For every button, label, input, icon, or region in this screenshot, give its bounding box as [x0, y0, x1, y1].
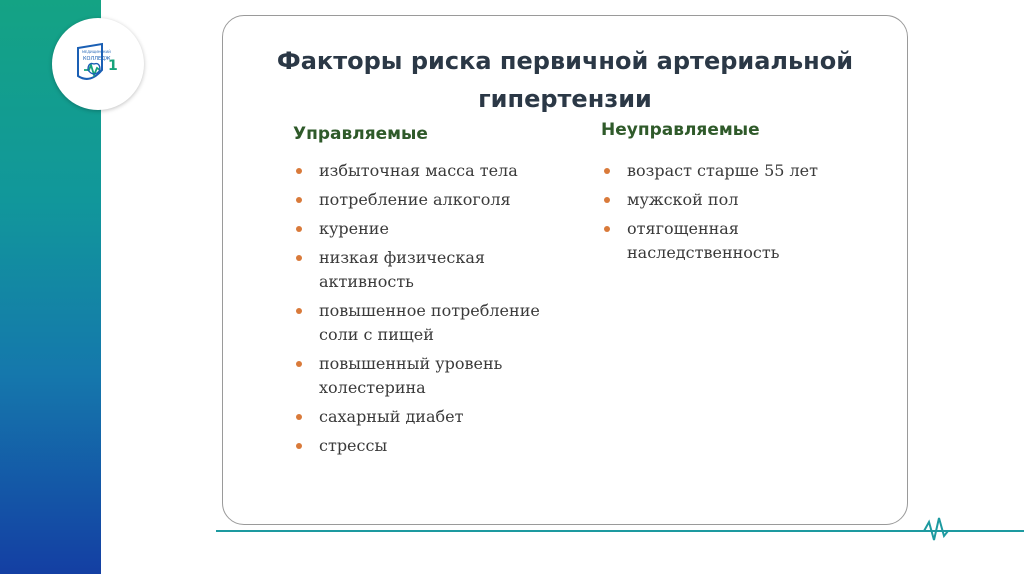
bullet-icon — [296, 255, 302, 261]
list-item — [293, 246, 573, 294]
heartbeat-icon — [910, 516, 970, 544]
list-item-text: мужской пол — [627, 190, 739, 209]
bullet-icon — [296, 197, 302, 203]
list-item-text: низкая физическая активность — [319, 248, 485, 291]
footer-divider — [216, 530, 1024, 532]
list-item — [601, 188, 861, 212]
bullet-icon — [296, 308, 302, 314]
uncontrollable-factors-list — [601, 159, 861, 270]
logo-text-top: МЕДИЦИНСКИЙ — [82, 50, 111, 54]
controllable-heading: Управляемые — [293, 124, 428, 144]
bullet-icon — [296, 414, 302, 420]
list-item — [293, 159, 573, 183]
list-item-text: повышенный уровень холестерина — [319, 354, 503, 397]
bullet-icon — [296, 168, 302, 174]
list-item-text: повышенное потребление соли с пищей — [319, 301, 540, 344]
list-item-text: курение — [319, 219, 389, 238]
logo-text-college: КОЛЛЕДЖ — [83, 56, 111, 62]
bullet-icon — [604, 197, 610, 203]
college-logo-icon — [74, 40, 122, 88]
list-item — [293, 217, 573, 241]
bullet-icon — [604, 168, 610, 174]
list-item — [601, 217, 861, 265]
bullet-icon — [604, 226, 610, 232]
list-item — [293, 352, 573, 400]
slide-title-line2: гипертензии — [478, 85, 652, 113]
list-item — [293, 405, 573, 429]
list-item — [293, 188, 573, 212]
list-item — [293, 434, 573, 458]
list-item-text: возраст старше 55 лет — [627, 161, 818, 180]
slide-title — [223, 42, 907, 118]
list-item-text: потребление алкоголя — [319, 190, 511, 209]
logo-number: 1 — [108, 58, 118, 74]
bullet-icon — [296, 443, 302, 449]
college-logo — [52, 18, 144, 110]
list-item — [293, 299, 573, 347]
list-item-text: отягощенная наследственность — [627, 219, 780, 262]
slide-card — [222, 15, 908, 525]
list-item — [601, 159, 861, 183]
slide-title-line1: Факторы риска первичной артериальной — [276, 47, 854, 75]
bullet-icon — [296, 361, 302, 367]
list-item-text: сахарный диабет — [319, 407, 464, 426]
uncontrollable-heading: Неуправляемые — [601, 120, 760, 140]
list-item-text: избыточная масса тела — [319, 161, 518, 180]
controllable-factors-list — [293, 159, 573, 463]
list-item-text: стрессы — [319, 436, 388, 455]
bullet-icon — [296, 226, 302, 232]
